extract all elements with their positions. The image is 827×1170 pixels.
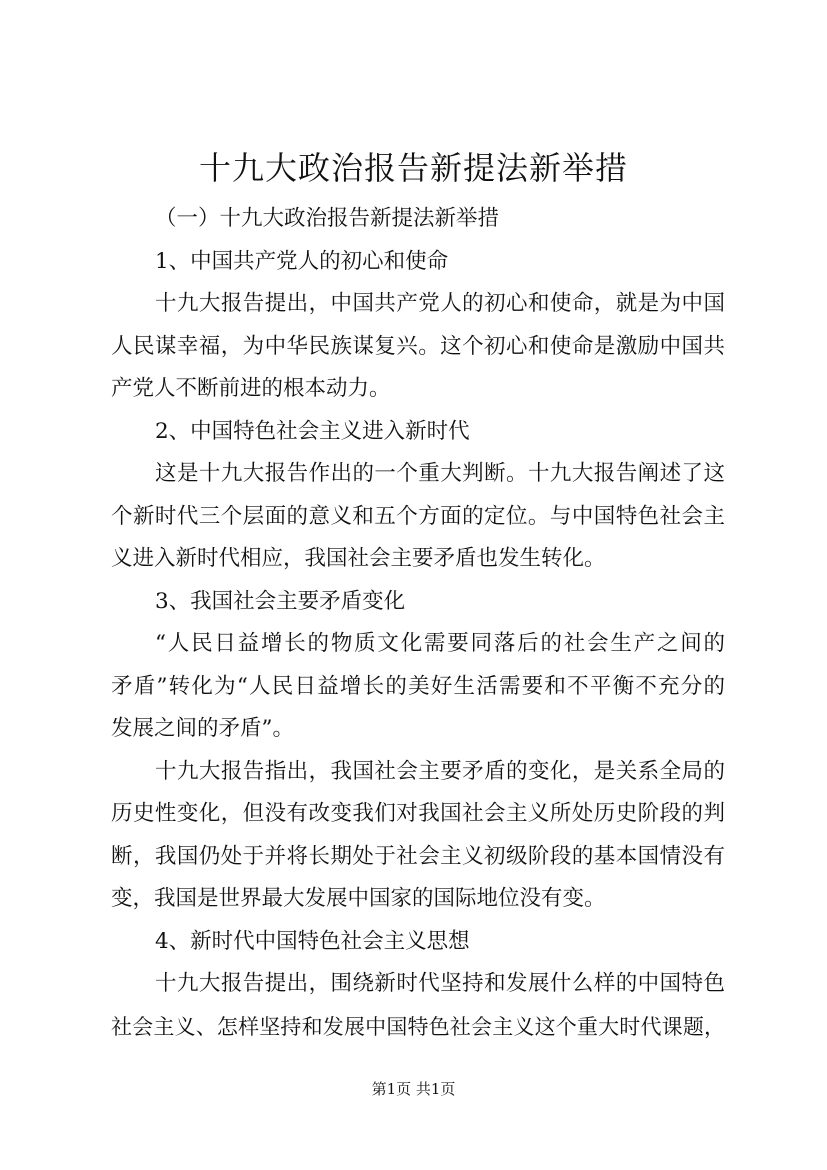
document-title: 十九大政治报告新提法新举措 (198, 149, 628, 187)
section-heading: （一）十九大政治报告新提法新举措 (155, 206, 500, 231)
paragraph-line: 十九大报告提出，围绕新时代坚持和发展什么样的中国特色 (155, 971, 725, 996)
section-heading: 2、中国特色社会主义进入新时代 (155, 418, 470, 444)
paragraph-line: 矛盾”转化为“人民日益增长的美好生活需要和不平衡不充分的 (111, 673, 725, 699)
paragraph-line: 断，我国仍处于并将长期处于社会主义初级阶段的基本国情没有 (111, 843, 725, 869)
paragraph-line: 产党人不断前进的根本动力。 (111, 376, 391, 401)
page-number-footer: 第1页 共1页 (371, 1080, 456, 1098)
paragraph-line: 发展之间的矛盾”。 (111, 716, 294, 741)
paragraph-line: 这是十九大报告作出的一个重大判断。十九大报告阐述了这 (155, 461, 725, 486)
paragraph-line: 个新时代三个层面的意义和五个方面的定位。与中国特色社会主 (111, 503, 725, 529)
paragraph-line: 十九大报告指出，我国社会主要矛盾的变化，是关系全局的 (155, 758, 725, 784)
paragraph-line: 义进入新时代相应，我国社会主要矛盾也发生转化。 (111, 546, 606, 571)
paragraph-line: 十九大报告提出，中国共产党人的初心和使命，就是为中国 (155, 291, 725, 316)
paragraph-line: 人民谋幸福，为中华民族谋复兴。这个初心和使命是激励中国共 (111, 333, 725, 359)
section-heading: 3、我国社会主要矛盾变化 (155, 588, 406, 614)
paragraph-line: “人民日益增长的物质文化需要同落后的社会生产之间的 (155, 631, 725, 656)
section-heading: 1、中国共产党人的初心和使命 (155, 248, 449, 274)
document-body (111, 198, 725, 1048)
paragraph-line: 变，我国是世界最大发展中国家的国际地位没有变。 (111, 886, 606, 911)
paragraph-line: 历史性变化，但没有改变我们对我国社会主义所处历史阶段的判 (111, 801, 725, 826)
section-heading: 4、新时代中国特色社会主义思想 (155, 928, 470, 954)
paragraph-line: 社会主义、怎样坚持和发展中国特色社会主义这个重大时代课题， (111, 1014, 725, 1039)
